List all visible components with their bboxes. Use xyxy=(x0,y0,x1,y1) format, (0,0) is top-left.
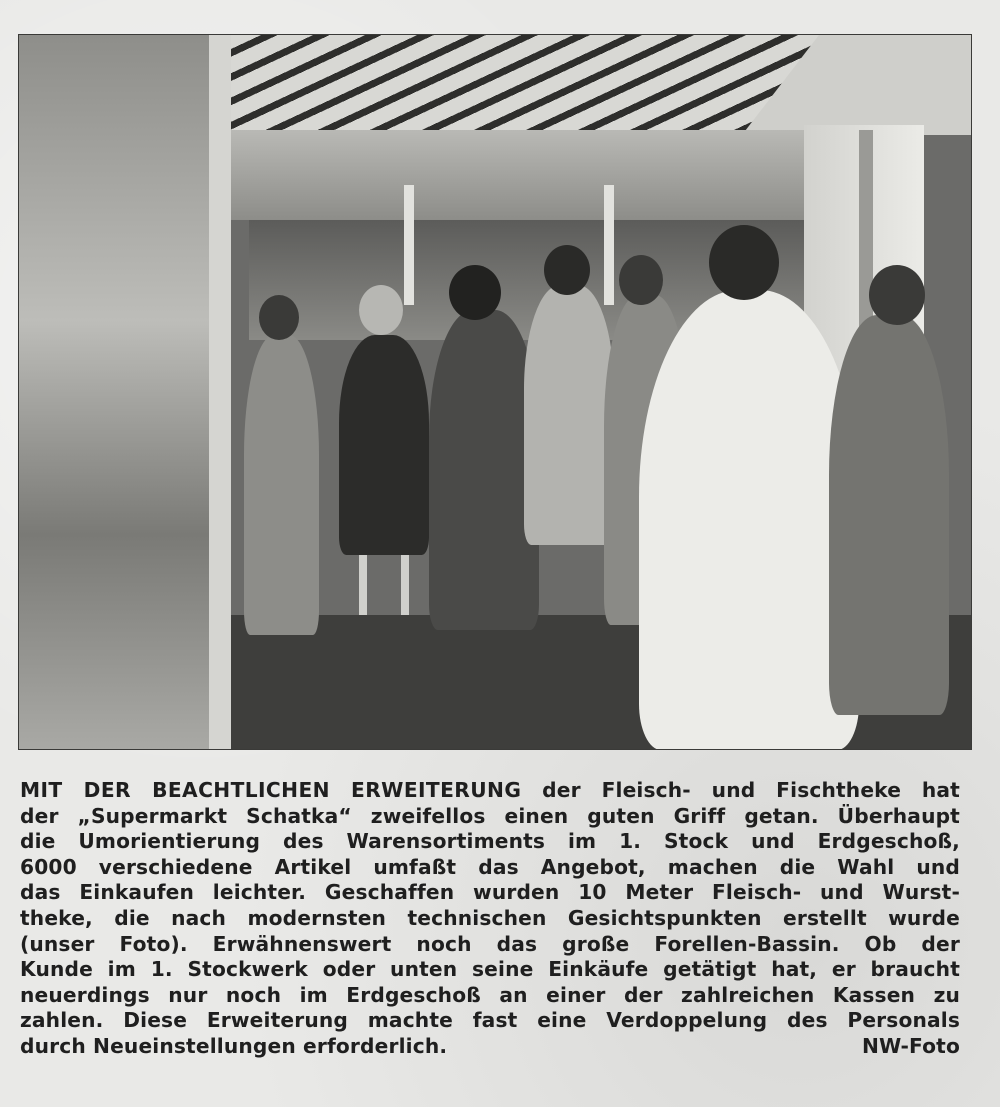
caption-line xyxy=(20,1034,960,1060)
photo-credit: NW-Foto xyxy=(861,1033,960,1058)
news-photo xyxy=(18,34,972,750)
left-pillar xyxy=(209,35,231,749)
caption-lead: MIT DER BEACHTLICHEN ERWEITERUNG xyxy=(20,778,522,802)
customer-figure xyxy=(524,285,614,545)
left-display-panel xyxy=(19,35,229,749)
slatted-ceiling xyxy=(209,35,819,130)
caption-line: Kunde im 1. Stockwerk oder unten seine Einkäufe getätigt hat, er braucht xyxy=(20,957,960,982)
caption-line: zahlen. Diese Erweiterung machte fast eine Verdoppelung des Personals xyxy=(20,1008,960,1033)
caption-line: der „Supermarkt Schatka“ zweifellos einen guten Griff getan. Überhaupt xyxy=(20,803,960,828)
counter-post xyxy=(404,185,414,305)
customer-head xyxy=(869,265,925,325)
customer-head xyxy=(359,285,403,335)
counter-sign-beam xyxy=(224,130,814,220)
caption-text: der Fleisch- und Fischtheke hat xyxy=(521,778,960,802)
caption-line: die Umorientierung des Warensortiments im 1. Stock und Erdgeschoß, xyxy=(20,829,960,854)
caption-line: neuerdings nur noch im Erdgeschoß an einer der zahlreichen Kassen zu xyxy=(20,982,960,1007)
caption-line: theke, die nach modernsten technischen Gesichtspunkten erstellt wurde xyxy=(20,905,960,930)
customer-head xyxy=(619,255,663,305)
customer-head xyxy=(544,245,590,295)
caption-line: (unser Foto). Erwähnenswert noch das große Forellen-Bassin. Ob der xyxy=(20,931,960,956)
customer-figure xyxy=(244,335,319,635)
customer-leg xyxy=(359,555,367,615)
caption-line xyxy=(20,778,960,804)
photo-caption xyxy=(20,778,960,1060)
customer-figure xyxy=(339,335,429,555)
caption-line: das Einkaufen leichter. Geschaffen wurden 10 Meter Fleisch- und Wurst- xyxy=(20,880,960,905)
customer-figure xyxy=(429,310,539,630)
counter-post xyxy=(604,185,614,305)
customer-head xyxy=(449,265,501,320)
customer-leg xyxy=(401,555,409,615)
shopper-in-white-coat xyxy=(639,290,859,750)
caption-line: 6000 verschiedene Artikel umfaßt das Angebot, machen die Wahl und xyxy=(20,854,960,879)
customer-head xyxy=(709,225,779,300)
customer-figure xyxy=(829,315,949,715)
caption-text: durch Neueinstellungen erforderlich. xyxy=(20,1033,448,1058)
customer-head xyxy=(259,295,299,340)
